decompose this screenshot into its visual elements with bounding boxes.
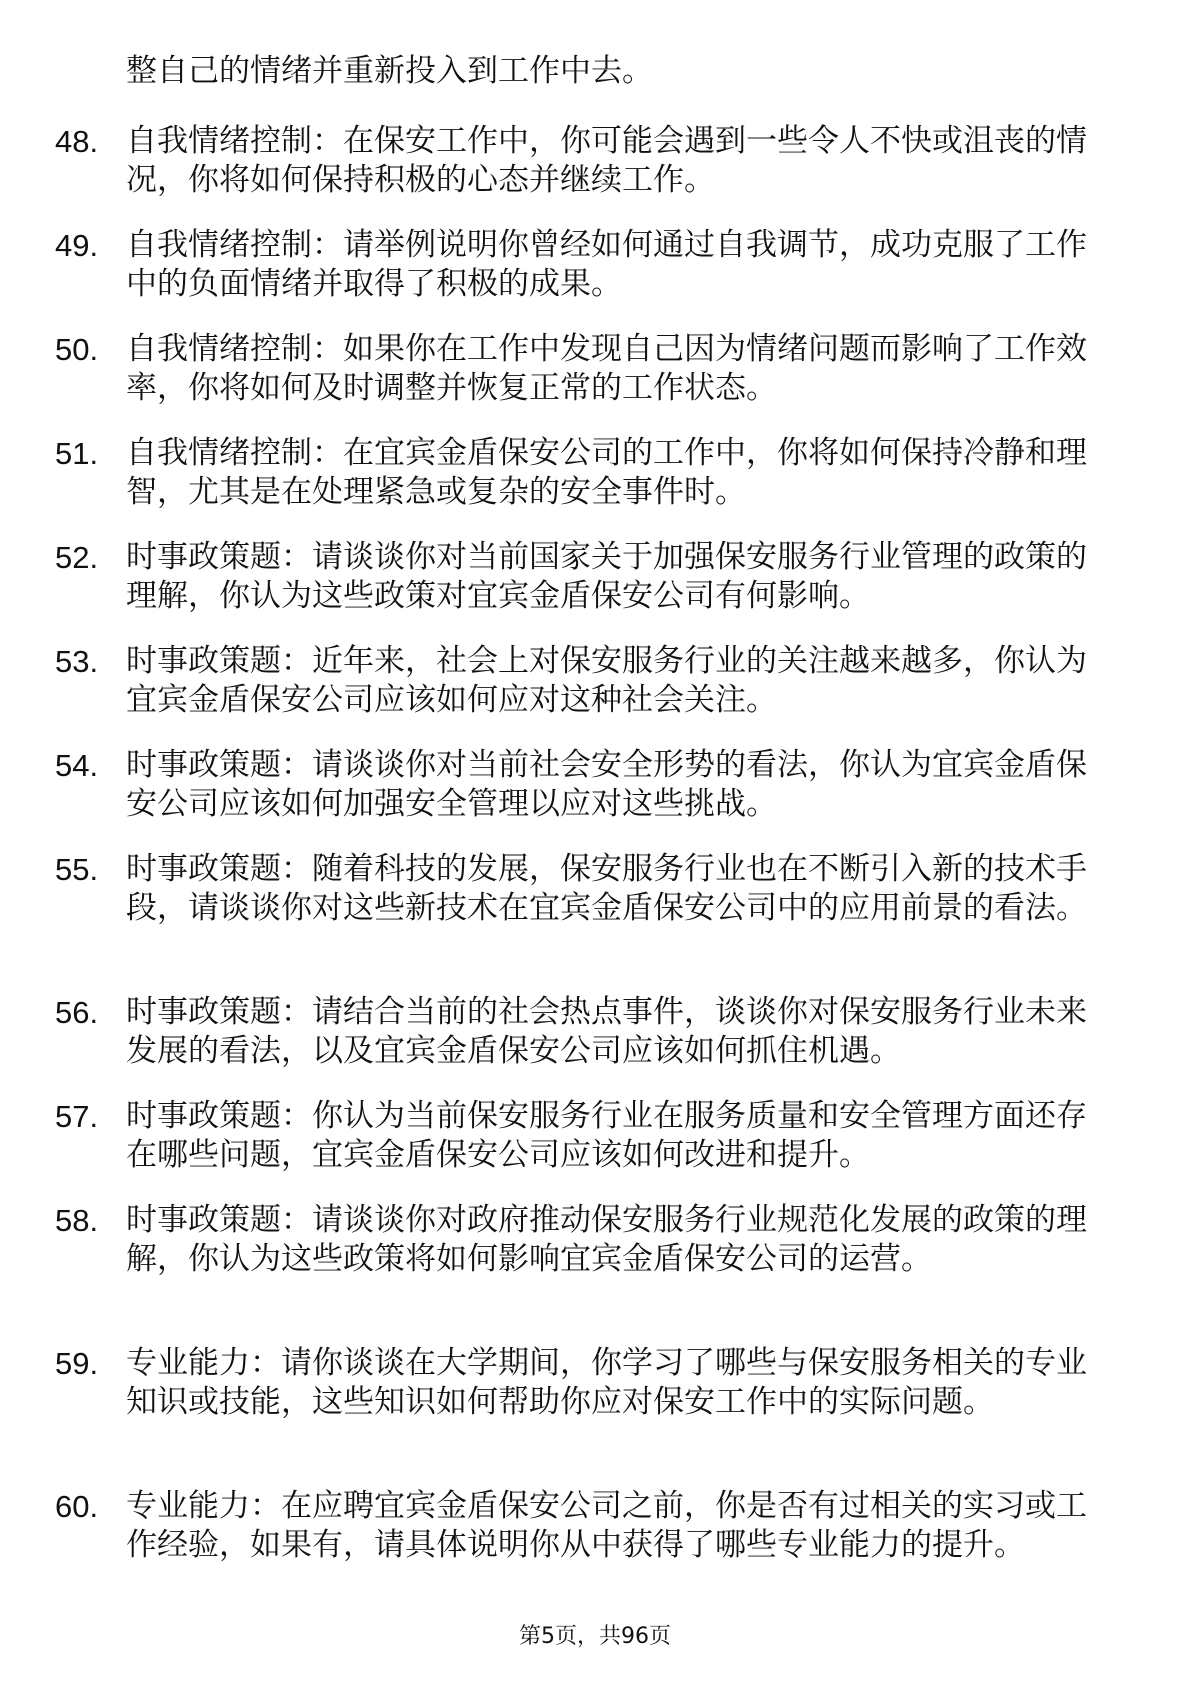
question-number: 57. [55, 1099, 99, 1134]
question-text: 专业能力：请你谈谈在大学期间，你学习了哪些与保安服务相关的专业知识或技能，这些知识如何帮助你应对保安工作中的实际问题。 [126, 1345, 1087, 1420]
list-item [0, 208, 1190, 312]
question-number: 48. [55, 124, 99, 159]
question-number: 53. [55, 644, 99, 679]
list-item [0, 104, 1190, 208]
question-number: 60. [55, 1489, 99, 1524]
list-item [0, 728, 1190, 832]
list-item [0, 1469, 1190, 1612]
question-text: 时事政策题：随着科技的发展，保安服务行业也在不断引入新的技术手段，请谈谈你对这些新技术在宜宾金盾保安公司中的应用前景的看法。 [126, 851, 1087, 926]
question-number: 56. [55, 995, 99, 1030]
question-number: 54. [55, 748, 99, 783]
list-item [0, 1183, 1190, 1326]
question-number: 58. [55, 1203, 99, 1238]
continued-paragraph: 整自己的情绪并重新投入到工作中去。 [126, 53, 653, 89]
question-text: 时事政策题：请谈谈你对当前社会安全形势的看法，你认为宜宾金盾保安公司应该如何加强安全管理以应对这些挑战。 [126, 747, 1087, 822]
list-item [0, 312, 1190, 416]
question-text: 自我情绪控制：在保安工作中，你可能会遇到一些令人不快或沮丧的情况，你将如何保持积极的心态并继续工作。 [126, 123, 1087, 198]
question-text: 专业能力：在应聘宜宾金盾保安公司之前，你是否有过相关的实习或工作经验，如果有，请具体说明你从中获得了哪些专业能力的提升。 [126, 1488, 1087, 1563]
list-item [0, 416, 1190, 520]
question-text: 时事政策题：你认为当前保安服务行业在服务质量和安全管理方面还存在哪些问题，宜宾金盾保安公司应该如何改进和提升。 [126, 1098, 1087, 1173]
question-number: 50. [55, 332, 99, 367]
list-item [0, 624, 1190, 728]
question-number: 49. [55, 228, 99, 263]
question-text: 自我情绪控制：在宜宾金盾保安公司的工作中，你将如何保持冷静和理智，尤其是在处理紧急或复杂的安全事件时。 [126, 435, 1087, 510]
list-item [0, 1079, 1190, 1183]
list-item [0, 520, 1190, 624]
question-list [0, 104, 1190, 1612]
question-text: 时事政策题：请谈谈你对政府推动保安服务行业规范化发展的政策的理解，你认为这些政策将如何影响宜宾金盾保安公司的运营。 [126, 1202, 1087, 1277]
question-text: 自我情绪控制：请举例说明你曾经如何通过自我调节，成功克服了工作中的负面情绪并取得了积极的成果。 [126, 227, 1087, 302]
question-number: 59. [55, 1346, 99, 1381]
page-number: 第5页，共96页 [519, 1624, 671, 1649]
list-item [0, 975, 1190, 1079]
question-number: 52. [55, 540, 99, 575]
question-number: 51. [55, 436, 99, 471]
question-text: 时事政策题：请结合当前的社会热点事件，谈谈你对保安服务行业未来发展的看法，以及宜宾金盾保安公司应该如何抓住机遇。 [126, 994, 1087, 1069]
question-number: 55. [55, 852, 99, 887]
question-text: 时事政策题：请谈谈你对当前国家关于加强保安服务行业管理的政策的理解，你认为这些政策对宜宾金盾保安公司有何影响。 [126, 539, 1087, 614]
list-item [0, 832, 1190, 975]
list-item [0, 1326, 1190, 1469]
question-text: 自我情绪控制：如果你在工作中发现自己因为情绪问题而影响了工作效率，你将如何及时调整并恢复正常的工作状态。 [126, 331, 1087, 406]
question-text: 时事政策题：近年来，社会上对保安服务行业的关注越来越多，你认为宜宾金盾保安公司应该如何应对这种社会关注。 [126, 643, 1087, 718]
